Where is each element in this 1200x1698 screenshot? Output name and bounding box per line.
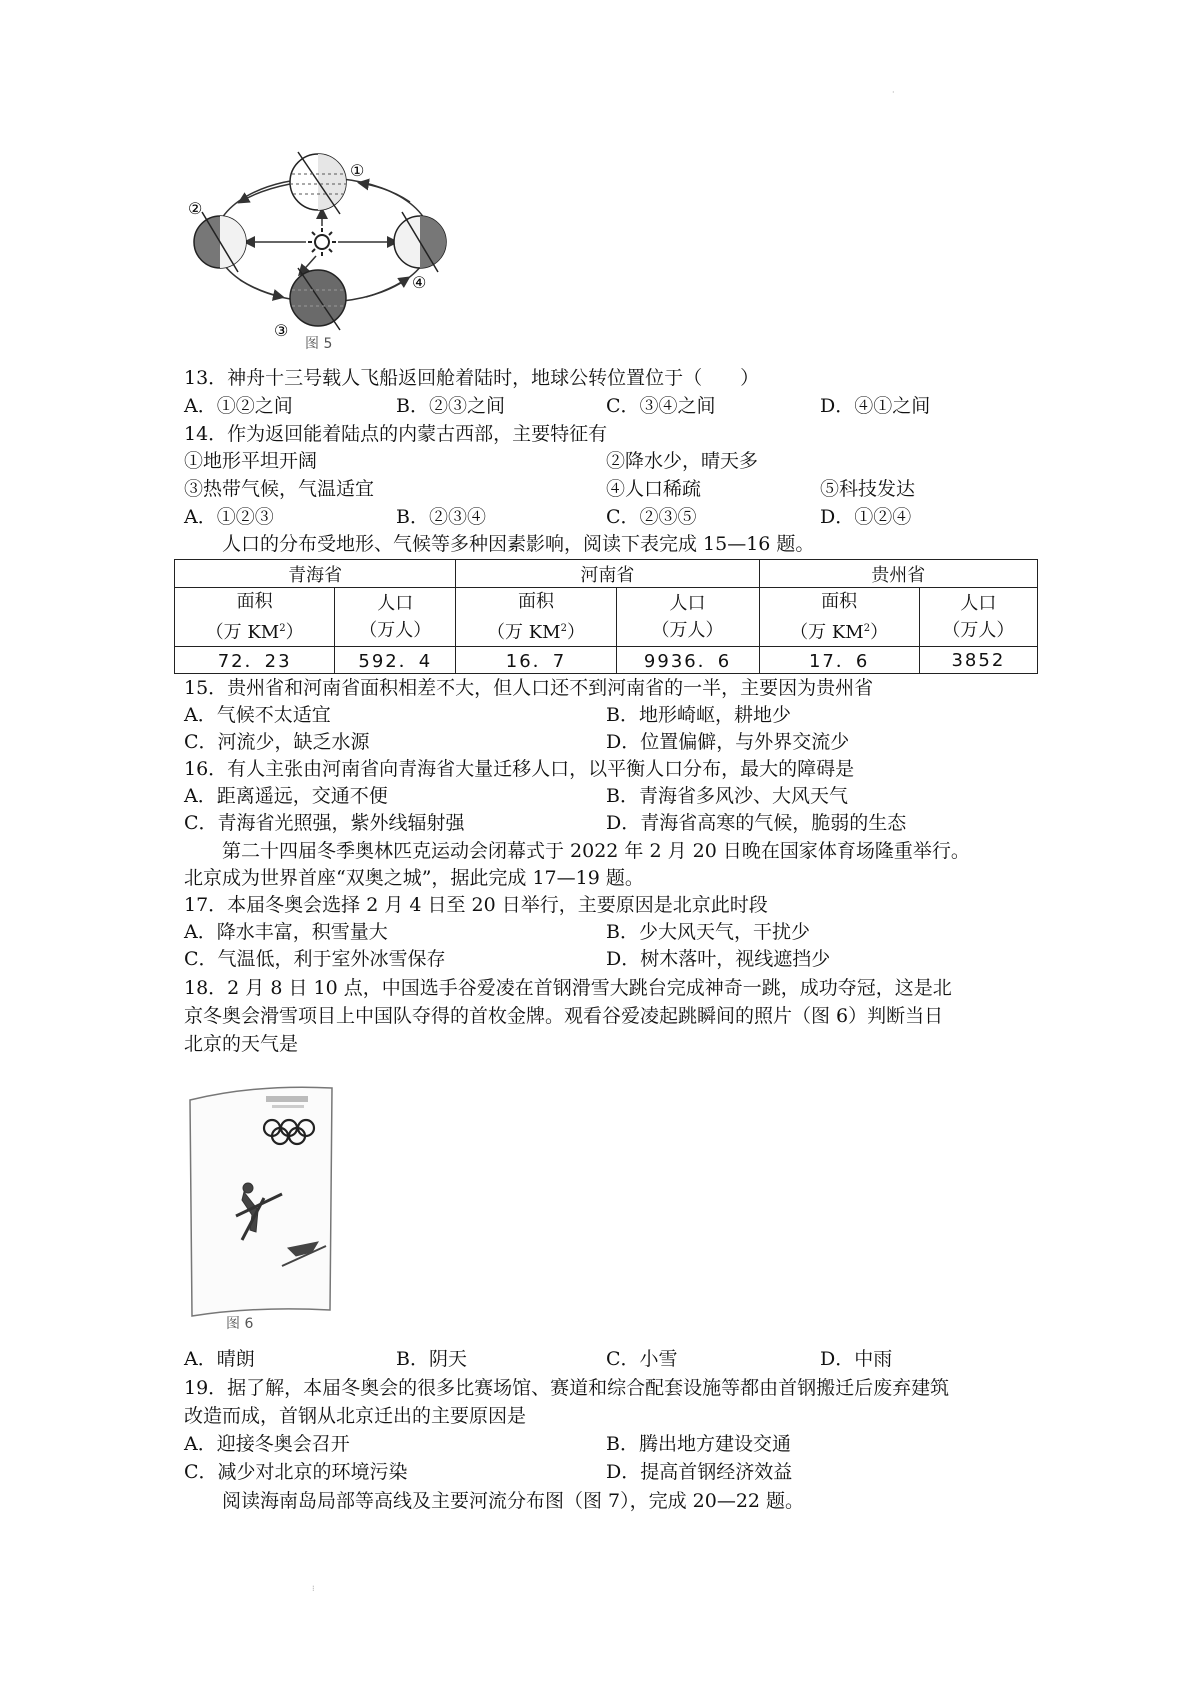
q14-stem: 14．作为返回能着陆点的内蒙古西部，主要特征有 xyxy=(184,423,608,445)
q17-option-a: A．降水丰富，积雪量大 xyxy=(184,921,388,943)
q18-option-c: C．小雪 xyxy=(606,1348,678,1370)
q16-option-c: C．青海省光照强，紫外线辐射强 xyxy=(184,812,465,834)
q19-line1: 19．据了解，本届冬奥会的很多比赛场馆、赛道和综合配套设施等都由首钢搬迁后废弃建筑 xyxy=(184,1377,950,1399)
q15-stem: 15．贵州省和河南省面积相差不大，但人口还不到河南省的一半，主要因为贵州省 xyxy=(184,677,874,699)
earth-position-4 xyxy=(394,212,446,272)
earth-position-3 xyxy=(290,268,346,330)
label-1: ① xyxy=(350,161,365,180)
figure-6-photo xyxy=(186,1070,336,1330)
pop-header: 人口 （万人） xyxy=(919,588,1037,647)
province-qinghai: 青海省 xyxy=(175,560,456,588)
q19-option-b: B．腾出地方建设交通 xyxy=(606,1433,791,1455)
q16-stem: 16．有人主张由河南省向青海省大量迁移人口，以平衡人口分布，最大的障碍是 xyxy=(184,758,855,780)
earth-position-1 xyxy=(290,152,346,214)
q14-item-1: ①地形平坦开阔 xyxy=(184,450,318,472)
q14-item-5: ⑤科技发达 xyxy=(820,478,916,500)
q16-option-d: D．青海省高寒的气候，脆弱的生态 xyxy=(606,812,907,834)
label-3: ③ xyxy=(274,321,289,340)
area-header: 面积 （万 $KM^2$） xyxy=(175,588,335,647)
area-header: 面积 （万 $KM^2$） xyxy=(759,588,919,647)
province-henan: 河南省 xyxy=(456,560,759,588)
q18-option-a: A．晴朗 xyxy=(184,1348,255,1370)
table-cell: 9936．6 xyxy=(616,647,759,674)
label-2: ② xyxy=(188,199,203,218)
q15-option-a: A．气候不太适宜 xyxy=(184,704,331,726)
q18-option-b: B．阴天 xyxy=(396,1348,467,1370)
q14-item-3: ③热带气候，气温适宜 xyxy=(184,478,375,500)
table-cell: 3852 xyxy=(919,647,1037,674)
figure-5-orbit-diagram xyxy=(190,150,450,355)
q14-item-2: ②降水少，晴天多 xyxy=(606,450,759,472)
orbit-arrow xyxy=(240,184,290,202)
q18-line1: 18．2 月 8 日 10 点，中国选手谷爱凌在首钢滑雪大跳台完成神奇一跳，成功夺冠，这是北 xyxy=(184,977,952,999)
earth-position-2 xyxy=(194,212,246,272)
q17-option-d: D．树木落叶，视线遮挡少 xyxy=(606,948,831,970)
q19-line2: 改造而成，首钢从北京迁出的主要原因是 xyxy=(184,1405,527,1427)
scan-dot: ⁝ xyxy=(312,1584,315,1593)
q13-option-d: D．④①之间 xyxy=(820,395,931,417)
province-guizhou: 贵州省 xyxy=(759,560,1038,588)
orbit-arrow xyxy=(366,278,408,297)
q16-option-b: B．青海省多风沙、大风天气 xyxy=(606,785,848,807)
intro-17-19-line1: 第二十四届冬季奥林匹克运动会闭幕式于 2022 年 2 月 20 日晚在国家体育场隆重举行。 xyxy=(222,840,970,862)
q14-option-b: B．②③④ xyxy=(396,506,486,528)
table-cell: 16．7 xyxy=(456,647,616,674)
intro-15-16: 人口的分布受地形、气候等多种因素影响，阅读下表完成 15—16 题。 xyxy=(222,533,815,555)
q19-option-c: C．减少对北京的环境污染 xyxy=(184,1461,408,1483)
orbit-arrow xyxy=(240,280,282,297)
q14-option-d: D．①②④ xyxy=(820,506,912,528)
q17-option-c: C．气温低，利于室外冰雪保存 xyxy=(184,948,446,970)
table-cell: 72．23 xyxy=(175,647,335,674)
label-4: ④ xyxy=(412,273,427,292)
q15-option-b: B．地形崎岖，耕地少 xyxy=(606,704,791,726)
q14-option-a: A．①②③ xyxy=(184,506,274,528)
figure-5-caption: 图 5 xyxy=(305,336,333,352)
q13-option-a: A．①②之间 xyxy=(184,395,293,417)
banner xyxy=(266,1096,308,1102)
banner-text xyxy=(272,1105,304,1108)
table-cell: 17．6 xyxy=(759,647,919,674)
scan-dot: · xyxy=(892,88,895,97)
q17-option-b: B．少大风天气，干扰少 xyxy=(606,921,810,943)
q19-option-a: A．迎接冬奥会召开 xyxy=(184,1433,350,1455)
q14-option-c: C．②③⑤ xyxy=(606,506,697,528)
figure-6-caption: 图 6 xyxy=(226,1316,254,1332)
q16-option-a: A．距离遥远，交通不便 xyxy=(184,785,388,807)
sun-icon xyxy=(308,228,336,256)
intro-20-22: 阅读海南岛局部等高线及主要河流分布图（图 7），完成 20—22 题。 xyxy=(222,1490,805,1512)
q18-line2: 京冬奥会滑雪项目上中国队夺得的首枚金牌。观看谷爱凌起跳瞬间的照片（图 6）判断当日 xyxy=(184,1005,944,1027)
q15-option-c: C．河流少，缺乏水源 xyxy=(184,731,370,753)
area-header: 面积 （万 $KM^2$） xyxy=(456,588,616,647)
q13-stem: 13．神舟十三号载人飞船返回舱着陆时，地球公转位置位于（ ） xyxy=(184,367,760,389)
q18-line3: 北京的天气是 xyxy=(184,1033,299,1055)
pop-header: 人口 （万人） xyxy=(335,588,456,647)
q19-option-d: D．提高首钢经济效益 xyxy=(606,1461,793,1483)
q13-option-c: C．③④之间 xyxy=(606,395,716,417)
q14-item-4: ④人口稀疏 xyxy=(606,478,702,500)
q13-option-b: B．②③之间 xyxy=(396,395,505,417)
q15-option-d: D．位置偏僻，与外界交流少 xyxy=(606,731,850,753)
table-cell: 592．4 xyxy=(335,647,456,674)
orbit-arrow xyxy=(360,183,410,202)
pop-header: 人口 （万人） xyxy=(616,588,759,647)
q18-option-d: D．中雨 xyxy=(820,1348,893,1370)
intro-17-19-line2: 北京成为世界首座“双奥之城”，据此完成 17—19 题。 xyxy=(184,867,644,889)
q17-stem: 17．本届冬奥会选择 2 月 4 日至 20 日举行，主要原因是北京此时段 xyxy=(184,894,768,916)
population-table xyxy=(174,559,1038,674)
